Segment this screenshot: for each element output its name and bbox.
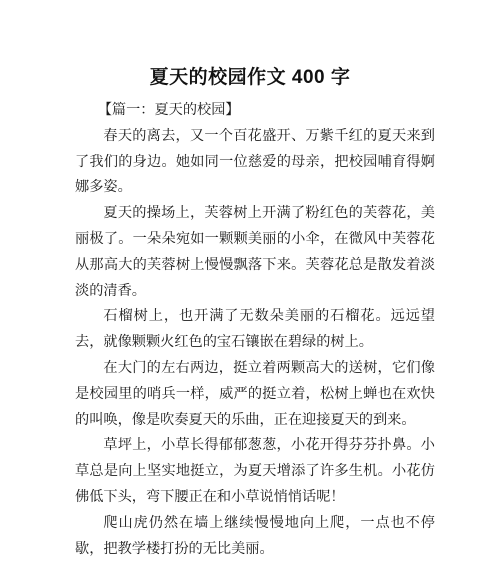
paragraph: 爬山虎仍然在墙上继续慢慢地向上爬，一点也不停歇，把教学楼打扮的无比美丽。 xyxy=(75,514,435,557)
document-body xyxy=(75,98,435,562)
paragraph: 春天的离去，又一个百花盛开、万紫千红的夏天来到了我们的身边。她如同一位慈爱的母亲，把校园哺育得婀娜多姿。 xyxy=(75,127,435,196)
paragraph: 石榴树上，也开满了无数朵美丽的石榴花。远远望去，就像颗颗火红色的宝石镶嵌在碧绿的树上。 xyxy=(75,308,435,351)
section-heading: 【篇一：夏天的校园】 xyxy=(97,102,240,118)
document-title: 夏天的校园作文 400 字 xyxy=(149,67,351,88)
paragraph: 夏天的操场上，芙蓉树上开满了粉红色的芙蓉花，美丽极了。一朵朵宛如一颗颗美丽的小伞，在微风中芙蓉花从那高大的芙蓉树上慢慢飘落下来。芙蓉花总是散发着淡淡的清香。 xyxy=(75,205,435,299)
paragraph: 草坪上，小草长得郁郁葱葱，小花开得芬芬扑鼻。小草总是向上坚实地挺立，为夏天增添了许多生机。小花仿佛低下头，弯下腰正在和小草说悄悄话呢！ xyxy=(75,437,435,505)
paragraph: 在大门的左右两边，挺立着两颗高大的送树，它们像是校园里的哨兵一样，威严的挺立着，松树上蝉也在欢快的叫唤，像是吹奏夏天的乐曲，正在迎接夏天的到来。 xyxy=(75,359,435,428)
